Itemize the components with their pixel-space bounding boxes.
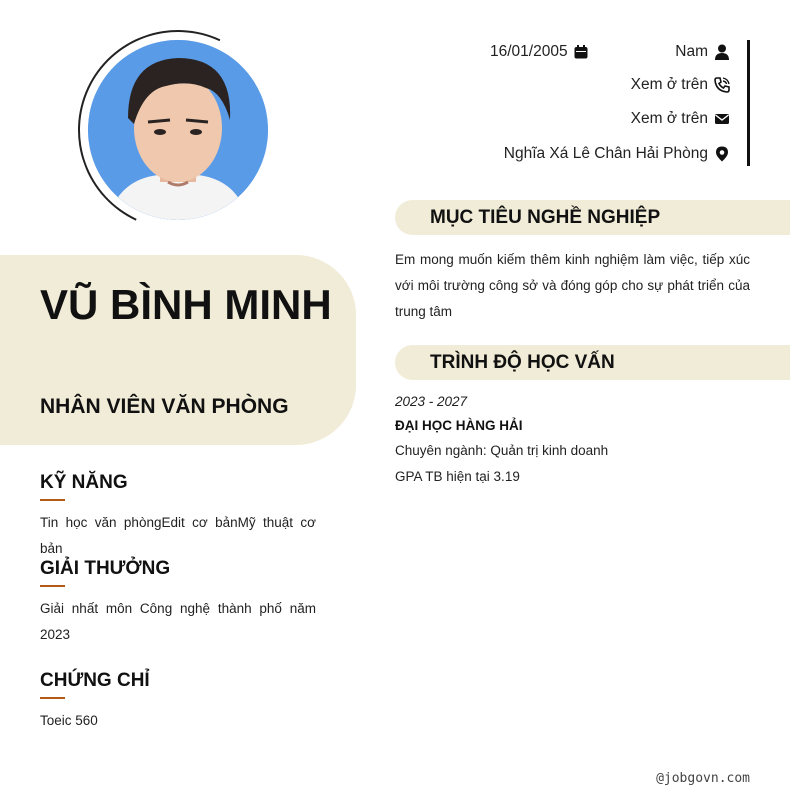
- awards-text: Giải nhất môn Công nghệ thành phố năm 2023: [40, 601, 316, 642]
- education-major: Chuyên ngành: Quản trị kinh doanh: [395, 443, 609, 458]
- mail-icon: [714, 111, 730, 127]
- calendar-icon: [574, 45, 588, 59]
- objective-text: Em mong muốn kiếm thêm kinh nghiệm làm việc, tiếp xúc với môi trường công sở và đóng góp cho sự phát triển của trung tâm: [395, 252, 750, 319]
- location-icon: [714, 146, 730, 162]
- education-school: ĐẠI HỌC HÀNG HẢI: [395, 418, 523, 433]
- gender-text: Nam: [675, 43, 708, 60]
- awards-heading: GIẢI THƯỞNG: [40, 558, 171, 579]
- email-row: [631, 107, 730, 131]
- email-text: Xem ở trên: [630, 110, 708, 127]
- skills-text: Tin học văn phòngEdit cơ bảnMỹ thuật cơ bản: [40, 515, 316, 556]
- job-title: NHÂN VIÊN VĂN PHÒNG: [40, 395, 289, 418]
- certificates-heading: CHỨNG CHỈ: [40, 670, 150, 691]
- skills-heading: KỸ NĂNG: [40, 472, 128, 493]
- objective-heading: MỤC TIÊU NGHỀ NGHIỆP: [430, 207, 661, 228]
- objective-band: [395, 200, 790, 235]
- phone-text: Xem ở trên: [630, 76, 708, 93]
- education-gpa: GPA TB hiện tại 3.19: [395, 469, 520, 484]
- watermark: @jobgovn.com: [656, 771, 750, 786]
- dob-text: 16/01/2005: [490, 43, 568, 60]
- contact-divider-bar: [747, 40, 750, 166]
- awards-underline: [40, 585, 65, 587]
- profile-photo: [88, 40, 268, 220]
- certificates-underline: [40, 697, 65, 699]
- phone-icon: [714, 77, 730, 93]
- user-icon: [714, 44, 730, 60]
- dob-row: [490, 40, 588, 64]
- education-years: 2023 - 2027: [395, 394, 468, 409]
- phone-row: [631, 73, 730, 97]
- certificates-text: Toeic 560: [40, 713, 98, 728]
- address-row: [504, 142, 730, 166]
- name-block: [0, 255, 356, 445]
- education-heading: TRÌNH ĐỘ HỌC VẤN: [430, 352, 615, 373]
- full-name: VŨ BÌNH MINH: [40, 281, 332, 328]
- gender-row: [675, 40, 730, 64]
- skills-underline: [40, 499, 65, 501]
- education-band: [395, 345, 790, 380]
- address-text: Nghĩa Xá Lê Chân Hải Phòng: [503, 145, 708, 162]
